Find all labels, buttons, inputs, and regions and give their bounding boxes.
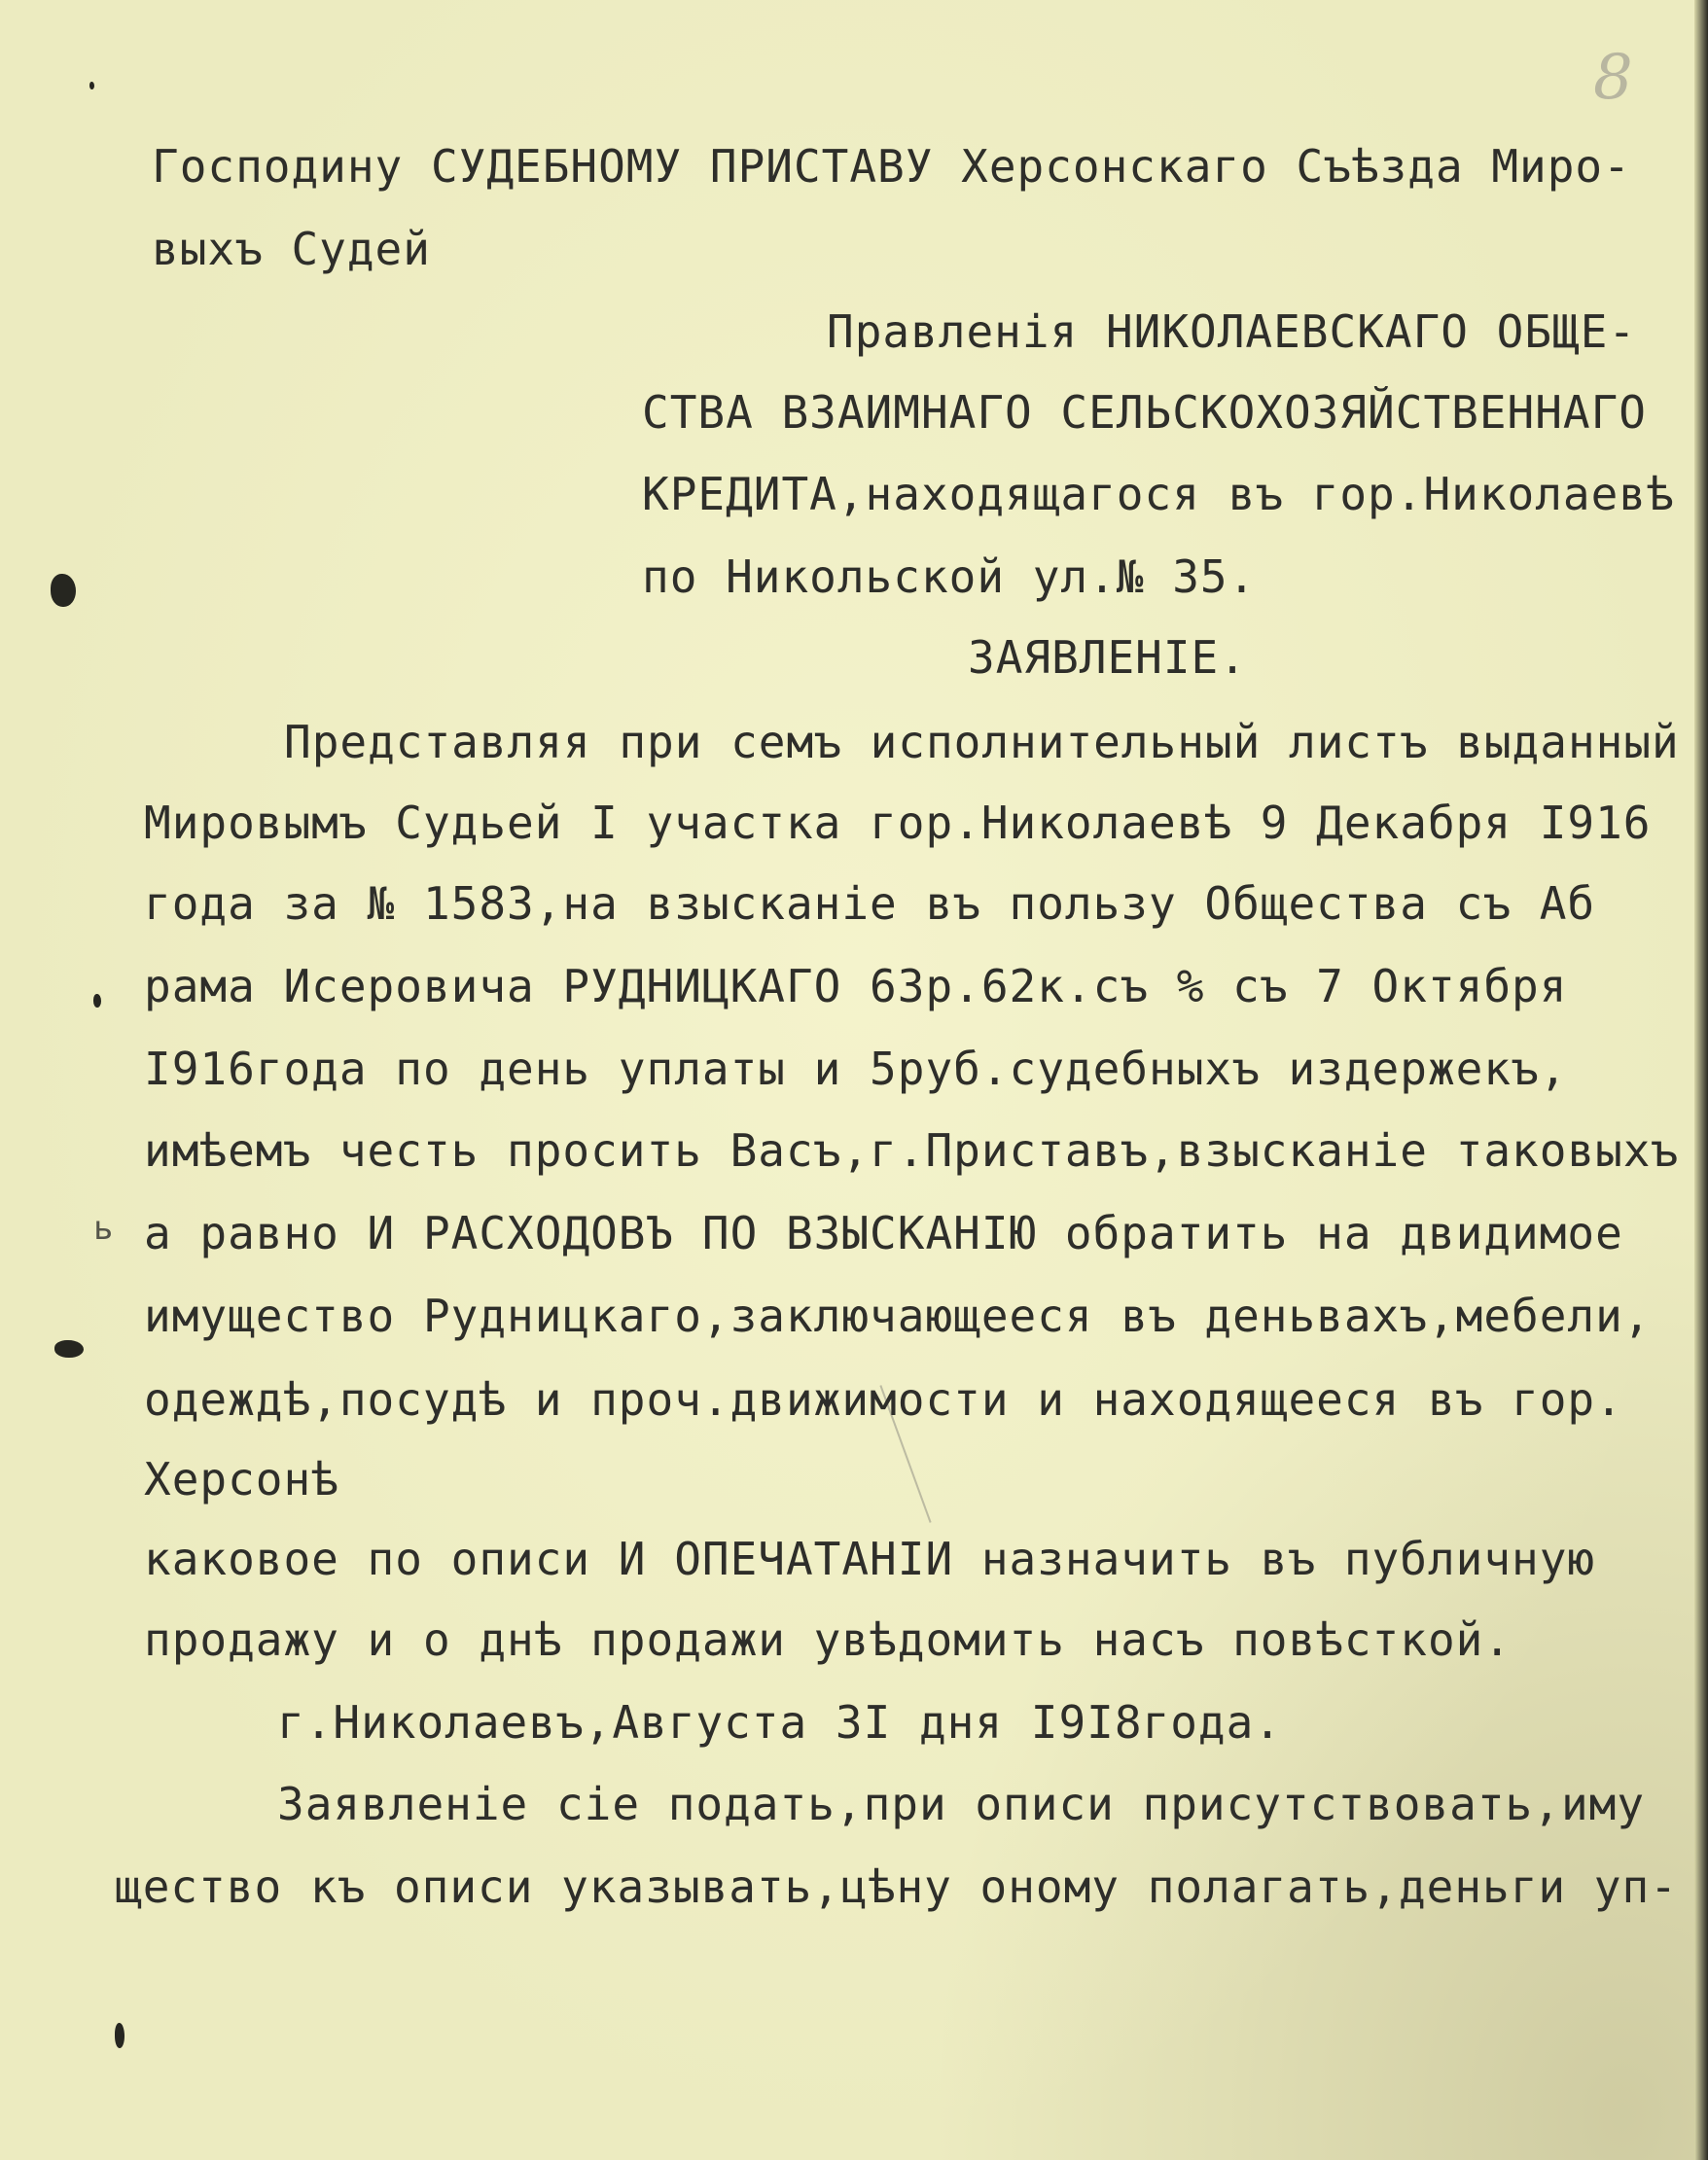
punch-hole-middle xyxy=(54,1340,84,1358)
ink-speck-top xyxy=(89,82,94,89)
folio-number: 8 xyxy=(1593,42,1633,114)
body-line-4: рама Исеровича РУДНИЦКАГО 63р.62к.съ % съ 7 Октября xyxy=(144,960,1568,1012)
date-line: г.Николаевъ,Августа 3I дня I9I8года. xyxy=(277,1696,1282,1749)
addressee-line-2: выхъ Судей xyxy=(152,223,431,275)
page-edge-shadow xyxy=(1694,0,1708,2160)
document-heading: ЗАЯВЛЕНІЕ. xyxy=(968,631,1247,684)
sender-line-3: КРЕДИТА,находящагося въ гор.Николаевѣ xyxy=(642,468,1675,520)
margin-mark: ь xyxy=(93,1209,114,1248)
body-line-8: имущество Рудницкаго,заключающееся въ деньвахъ,мебели, xyxy=(144,1290,1652,1342)
body-line-5: I916года по день уплаты и 5руб.судебныхъ издержекъ, xyxy=(144,1043,1568,1095)
body-line-1: Представляя при семъ исполнительный листъ выданный xyxy=(284,716,1680,768)
closing-line-2: щество къ описи указывать,цѣну оному полагать,деньги уп- xyxy=(115,1860,1678,1913)
closing-line-1: Заявленіе сіе подать,при описи присутствовать,иму xyxy=(277,1778,1646,1830)
sender-line-4: по Никольской ул.№ 35. xyxy=(642,550,1257,603)
body-line-2: Мировымъ Судьей I участка гор.Николаевѣ 9 Декабря I916 xyxy=(144,797,1652,849)
body-line-12: продажу и о днѣ продажи увѣдомить насъ повѣсткой. xyxy=(144,1613,1512,1666)
sender-line-2: СТВА ВЗАИМНАГО СЕЛЬСКОХОЗЯЙСТВЕННАГО xyxy=(642,386,1647,439)
body-line-10: Херсонѣ xyxy=(144,1453,339,1505)
body-line-7: а равно И РАСХОДОВЪ ПО ВЗЫСКАНІЮ обратить на двидимое xyxy=(144,1207,1623,1259)
sender-line-1: Правленія НИКОЛАЕВСКАГО ОБЩЕ- xyxy=(827,305,1637,358)
body-line-9: одеждѣ,посудѣ и проч.движимости и находящееся въ гор. xyxy=(144,1373,1623,1426)
body-line-3: года за № 1583,на взысканіе въ пользу Общества съ Аб xyxy=(144,877,1596,930)
ink-speck xyxy=(93,994,101,1008)
body-line-11: каковое по описи И ОПЕЧАТАНІИ назначить въ публичную xyxy=(144,1533,1596,1585)
addressee-line-1: Господину СУДЕБНОМУ ПРИСТАВУ Херсонскаго Съѣзда Миро- xyxy=(152,140,1631,193)
body-line-6: имѣемъ честь просить Васъ,г.Приставъ,взысканіе таковыхъ xyxy=(144,1124,1680,1177)
punch-hole-bottom xyxy=(115,2023,125,2048)
punch-hole-top xyxy=(51,574,76,607)
